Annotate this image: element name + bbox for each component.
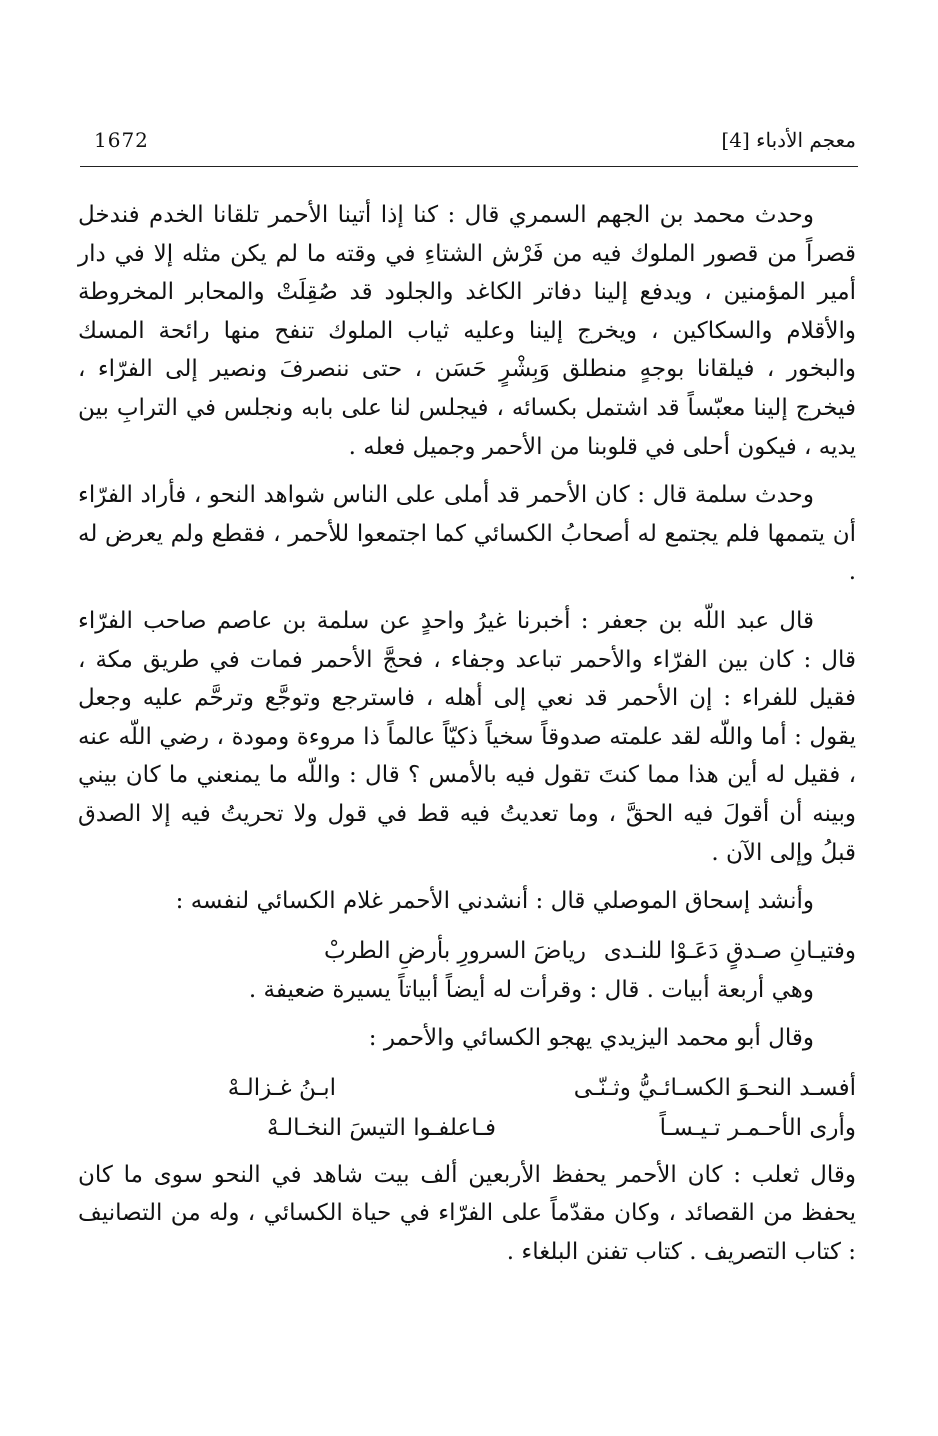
verse-hemistich-first: وفتيـانِ صـدقٍ دَعَـوْا للنـدى — [603, 937, 856, 964]
page-body — [78, 196, 856, 1282]
verse-line — [78, 1108, 856, 1148]
paragraph: وحدث سلمة قال : كان الأحمر قد أملى على الناس شواهد النحو ، فأراد الفرّاء أن يتممها فلم يجتمع له أصحابُ الكسائي كما اجتمعوا للأحمر ، فقطع ولم يعرض له . — [78, 482, 856, 586]
paragraph: قال عبد اللّه بن جعفر : أخبرنا غيرُ واحدٍ عن سلمة بن عاصم صاحب الفرّاء قال : كان بين الفرّاء والأحمر تباعد وجفاء ، فحجَّ الأحمر فمات في طريق مكة ، فقيل للفراء : إن الأحمر قد نعي إلى أهله ، فاسترجع وتوجَّع وترحَّم عليه وجعل يقول : أما واللّه لقد علمته صدوقاً سخياً ذكيّاً عالماً ذا مروءة ومودة ، رضي اللّه عنه ، فقيل له أين هذا مما كنتَ تقول فيه بالأمس ؟ قال : واللّه ما يمنعني ما كان بيني وبينه أن أقولَ فيه الحقَّ ، وما تعديتُ فيه قط في قول ولا تحريتُ فيه إلا الصدق قبلُ وإلى الآن . — [78, 607, 856, 866]
running-title: معجم الأدباء [4] — [721, 128, 856, 152]
verse-hemistich-second: فـاعلفـوا التيسَ النخـالـهْ — [267, 1114, 496, 1141]
header-rule — [80, 166, 858, 167]
verse-line — [78, 1068, 856, 1108]
verse-note: وهي أربعة أبيات . قال : وقرأت له أيضاً أبياتاً يسيرة ضعيفة . — [248, 976, 814, 1003]
page-number: 1672 — [94, 128, 149, 152]
verse-intro: وقال أبو محمد اليزيدي يهجو الكسائي والأحمر : — [368, 1025, 814, 1052]
page-header — [80, 128, 856, 162]
verse-line — [78, 931, 856, 971]
verse-hemistich-first: أفسـد النحـوَ الكسـائـيُّ وثـنّـى — [573, 1074, 856, 1101]
verse-hemistich-first: وأرى الأحـمـر تـيـسـاً — [659, 1114, 856, 1141]
verse-intro: وأنشد إسحاق الموصلي قال : أنشدني الأحمر غلام الكسائي لنفسه : — [175, 888, 814, 915]
paragraph: وحدث محمد بن الجهم السمري قال : كنا إذا أتينا الأحمر تلقانا الخدم فندخل قصراً من قصور الملوك فيه من فَرْش الشتاءِ في وقته ما لم يكن مثله إلا في دار أمير المؤمنين ، ويدفع إلينا دفاتر الكاغد والجلود قد صُقِلَتْ والمحابر المخروطة والأقلام والسكاكين ، ويخرج إلينا وعليه ثياب الملوك تنفح منها رائحة المسك والبخور ، فيلقانا بوجهٍ منطلق وَبِشْرٍ حَسَن ، حتى ننصرفَ ونصير إلى الفرّاء ، فيخرج إلينا معبّساً قد اشتمل بكسائه ، فيجلس لنا على بابه ونجلس في الترابِ بين يديه ، فيكون أحلى في قلوبنا من الأحمر وجميل فعله . — [78, 202, 856, 460]
verse-hemistich-second: ابـنُ غـزالـهْ — [227, 1074, 336, 1101]
verse-hemistich-second: رياضَ السرورِ بأرضِ الطربْ — [323, 937, 586, 964]
paragraph: وقال ثعلب : كان الأحمر يحفظ الأربعين ألف بيت شاهد في النحو سوى ما كان يحفظ من القصائد ، وكان مقدّماً على الفرّاء في حياة الكسائي ، وله من التصانيف : كتاب التصريف . كتاب تفنن البلغاء . — [78, 1161, 856, 1266]
